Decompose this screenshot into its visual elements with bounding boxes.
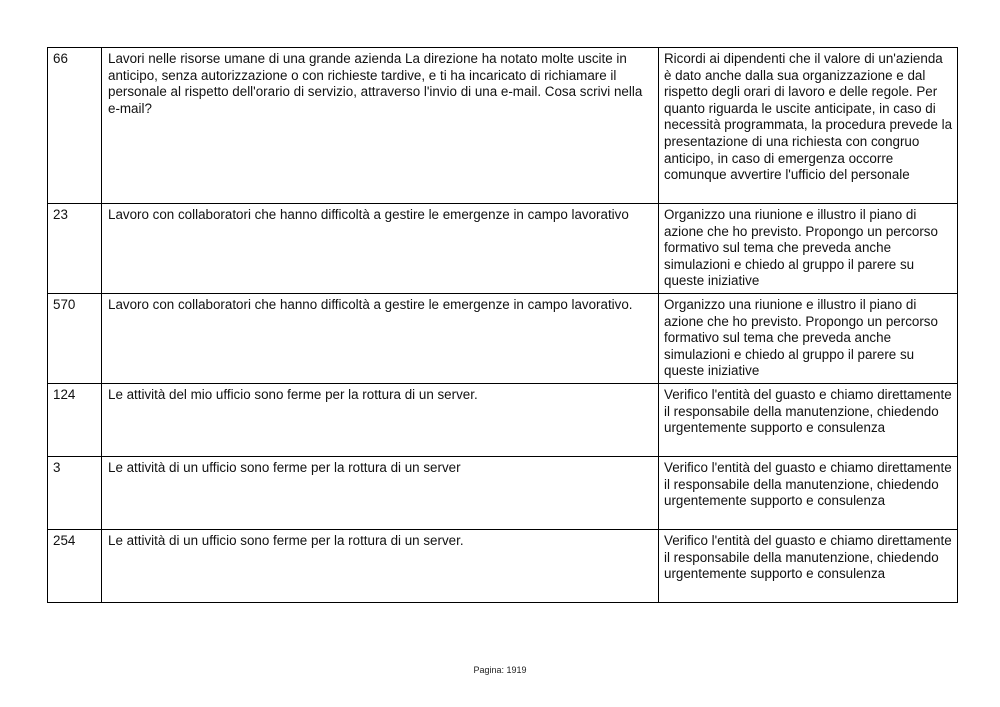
row-id-cell: 66 — [48, 48, 102, 204]
question-cell: Le attività del mio ufficio sono ferme per la rottura di un server. — [102, 384, 659, 457]
question-cell: Lavori nelle risorse umane di una grande azienda La direzione ha notato molte uscite in anticipo, senza autorizzazione o con richieste tardive, e ti ha incaricato di richiamare il personale al rispetto dell'orario di servizio, attraverso l'invio di una e-mail. Cosa scrivi nella e-mail? — [102, 48, 659, 204]
row-id-cell: 124 — [48, 384, 102, 457]
answer-cell: Verifico l'entità del guasto e chiamo direttamente il responsabile della manutenzione, chiedendo urgentemente supporto e consulenza — [659, 457, 958, 530]
table-row — [48, 294, 958, 384]
question-cell: Lavoro con collaboratori che hanno difficoltà a gestire le emergenze in campo lavorativo — [102, 204, 659, 294]
row-id-cell: 3 — [48, 457, 102, 530]
table-row — [48, 384, 958, 457]
page-number: Pagina: 1919 — [473, 665, 527, 675]
table-row — [48, 48, 958, 204]
table-row — [48, 530, 958, 603]
row-id-cell: 570 — [48, 294, 102, 384]
answer-cell: Verifico l'entità del guasto e chiamo direttamente il responsabile della manutenzione, chiedendo urgentemente supporto e consulenza — [659, 384, 958, 457]
table-row — [48, 457, 958, 530]
row-id-cell: 23 — [48, 204, 102, 294]
answer-cell: Organizzo una riunione e illustro il piano di azione che ho previsto. Propongo un percorso formativo sul tema che preveda anche simulazioni e chiedo al gruppo il parere su queste iniziative — [659, 294, 958, 384]
row-id-cell: 254 — [48, 530, 102, 603]
questions-table — [47, 47, 958, 603]
question-cell: Le attività di un ufficio sono ferme per la rottura di un server. — [102, 530, 659, 603]
question-cell: Lavoro con collaboratori che hanno difficoltà a gestire le emergenze in campo lavorativo. — [102, 294, 659, 384]
answer-cell: Organizzo una riunione e illustro il piano di azione che ho previsto. Propongo un percorso formativo sul tema che preveda anche simulazioni e chiedo al gruppo il parere su queste iniziative — [659, 204, 958, 294]
answer-cell: Ricordi ai dipendenti che il valore di un'azienda è dato anche dalla sua organizzazione e dal rispetto degli orari di lavoro e delle regole. Per quanto riguarda le uscite anticipate, in caso di necessità programmata, la procedura prevede la presentazione di una richiesta con congruo anticipo, in caso di emergenza occorre comunque avvertire l'ufficio del personale — [659, 48, 958, 204]
table-row — [48, 204, 958, 294]
questions-table-body — [48, 48, 958, 603]
answer-cell: Verifico l'entità del guasto e chiamo direttamente il responsabile della manutenzione, chiedendo urgentemente supporto e consulenza — [659, 530, 958, 603]
question-cell: Le attività di un ufficio sono ferme per la rottura di un server — [102, 457, 659, 530]
